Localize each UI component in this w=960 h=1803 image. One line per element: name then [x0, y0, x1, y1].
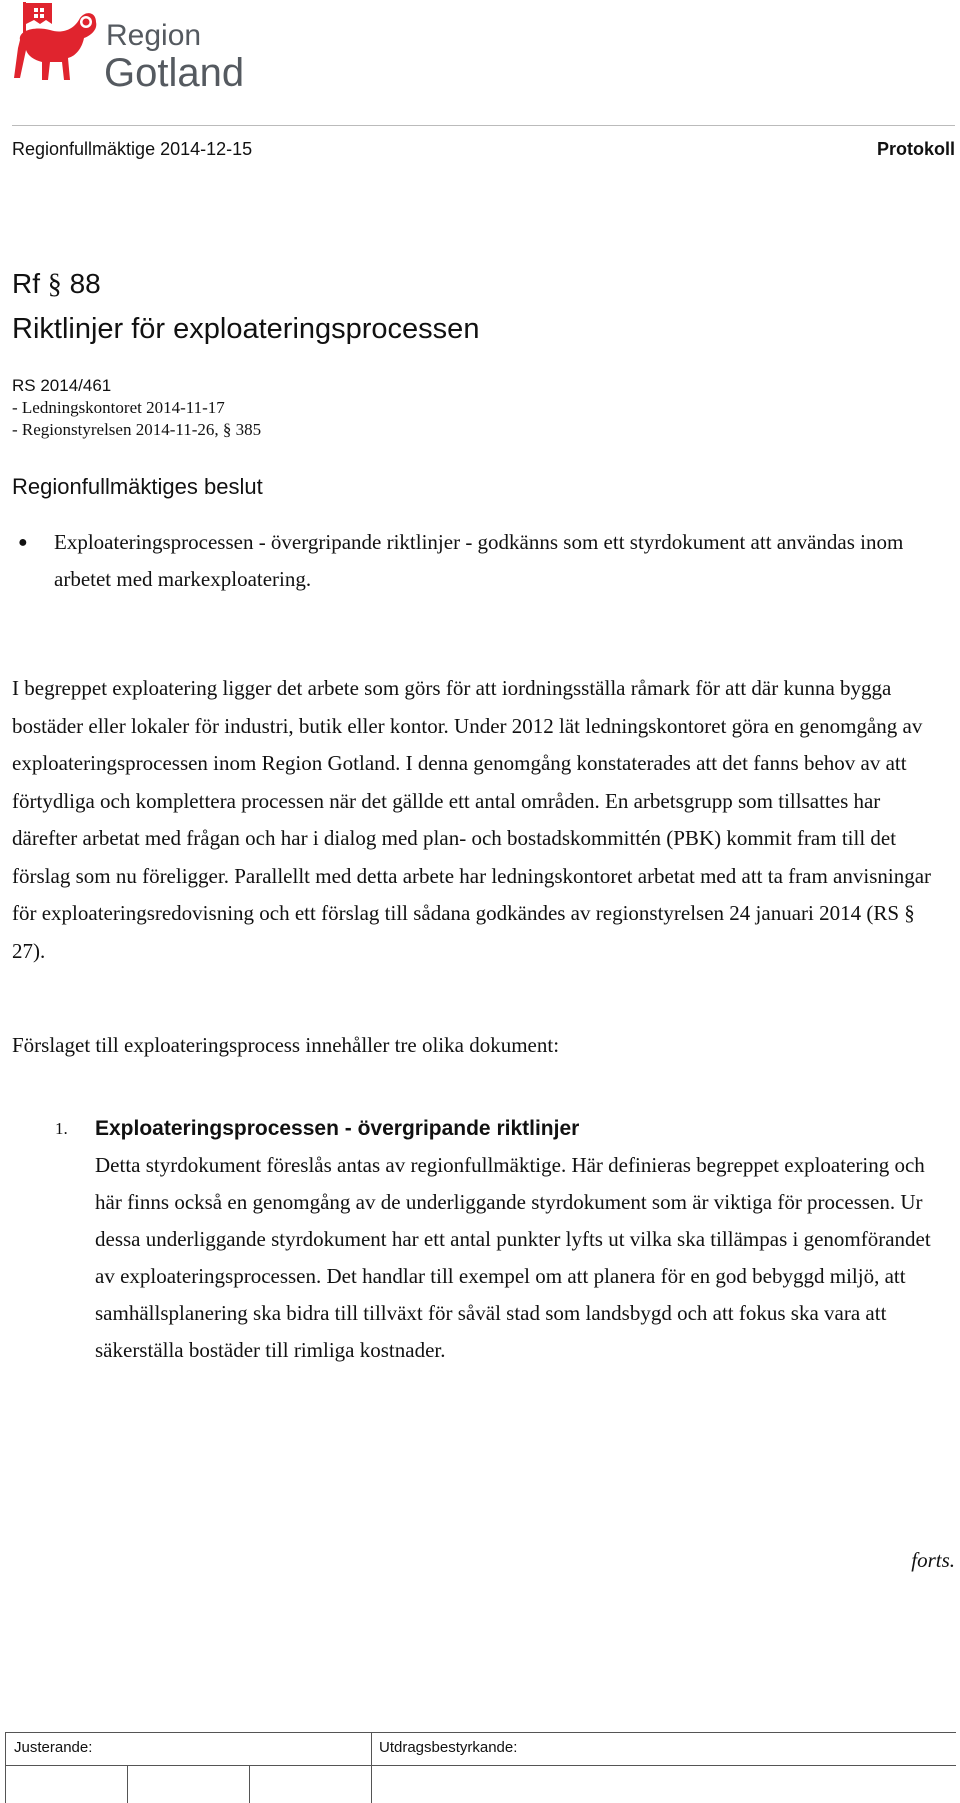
section-number [12, 268, 101, 301]
decision-heading: Regionfullmäktiges beslut [12, 474, 263, 499]
table-divider [127, 1765, 128, 1803]
justerande-label: Justerande: [14, 1739, 93, 1756]
logo-line1: Region [106, 19, 202, 52]
signature-table [5, 1732, 956, 1803]
reference-line-2-text: - Regionstyrelsen 2014-11-26, [12, 420, 219, 439]
header-doc-type: Protokoll [876, 139, 955, 159]
section-num: 88 [69, 268, 101, 299]
utdragsbestyrkande-label: Utdragsbestyrkande: [379, 1739, 518, 1756]
header-divider [12, 125, 955, 126]
list-item-text: Detta styrdokument föreslås antas av regionfullmäktige. Här definieras begreppet exploatering och här finns också en genomgång av de underliggande styrdokument som är viktiga för processen. Ur dessa underliggande styrdokument har ett antal punkter lyfts ut vilka ska tillämpas i genomförandet av exploateringsprocessen. Det handlar till exempel om att planera för en god bebyggd miljö, att samhällsplanering ska bidra till tillväxt för såväl stad som landsbygd och att fokus ska vara att säkerställa bostäder till rimliga kostnader. [95, 1153, 931, 1362]
reference-line-2-number: 385 [235, 420, 262, 439]
case-number: RS 2014/461 [12, 376, 112, 395]
section-symbol: § [47, 269, 62, 300]
ram-emblem-icon [14, 2, 96, 80]
reference-line-2 [12, 419, 261, 441]
body-paragraph-text: I begreppet exploatering ligger det arbete som görs för att iordningsställa råmark för att där kunna bygga bostäder eller lokaler för industri, butik eller kontor. Under 2012 lät ledningskontoret göra en genomgång av exploateringsprocessen inom Region Gotland. I denna genomgång konstaterades att det fanns behov av att förtydliga och komplettera processen när det gällde ett antal områden. En arbetsgrupp som tillsattes har därefter arbetat med frågan och har i dialog med plan- och bostadskommittén (PBK) kommit fram till det förslag som nu föreligger. Parallellt med detta arbete har ledningskontoret arbetat med att ta fram anvisningar för exploateringsredovisning och ett förslag till sådana godkändes av regionstyrelsen 24 januari 2014 (RS [12, 676, 932, 925]
bullet-icon: ● [18, 534, 28, 551]
region-gotland-logo [10, 0, 255, 95]
body-paragraph-end: 27). [12, 938, 46, 963]
document-header [12, 139, 955, 160]
table-divider [371, 1733, 372, 1803]
page-title: Riktlinjer för exploateringsprocessen [12, 313, 480, 345]
body-paragraph-symbol: § [904, 901, 915, 925]
section-prefix: Rf [12, 268, 40, 299]
list-item-number: 1. [55, 1119, 68, 1138]
decision-bullet-text: Exploateringsprocessen - övergripande riktlinjer - godkänns som ett styrdokument att användas inom arbetet med markexploatering. [54, 530, 904, 591]
reference-line-1: - Ledningskontoret 2014-11-17 [12, 398, 225, 417]
decision-bullet [12, 524, 942, 598]
logo-line2: Gotland [104, 51, 245, 95]
list-item-content [95, 1110, 947, 1369]
reference-block [12, 375, 261, 441]
body-paragraph [12, 670, 947, 970]
table-divider [249, 1765, 250, 1803]
list-lead-text: Förslaget till exploateringsprocess innehåller tre olika dokument: [12, 1033, 560, 1057]
list-item-title: Exploateringsprocessen - övergripande riktlinjer [95, 1117, 580, 1140]
list-item [12, 1110, 947, 1369]
continuation-note: forts. [911, 1548, 955, 1572]
header-meeting-date: Regionfullmäktige 2014-12-15 [12, 139, 253, 159]
reference-line-2-symbol: § [222, 420, 232, 439]
